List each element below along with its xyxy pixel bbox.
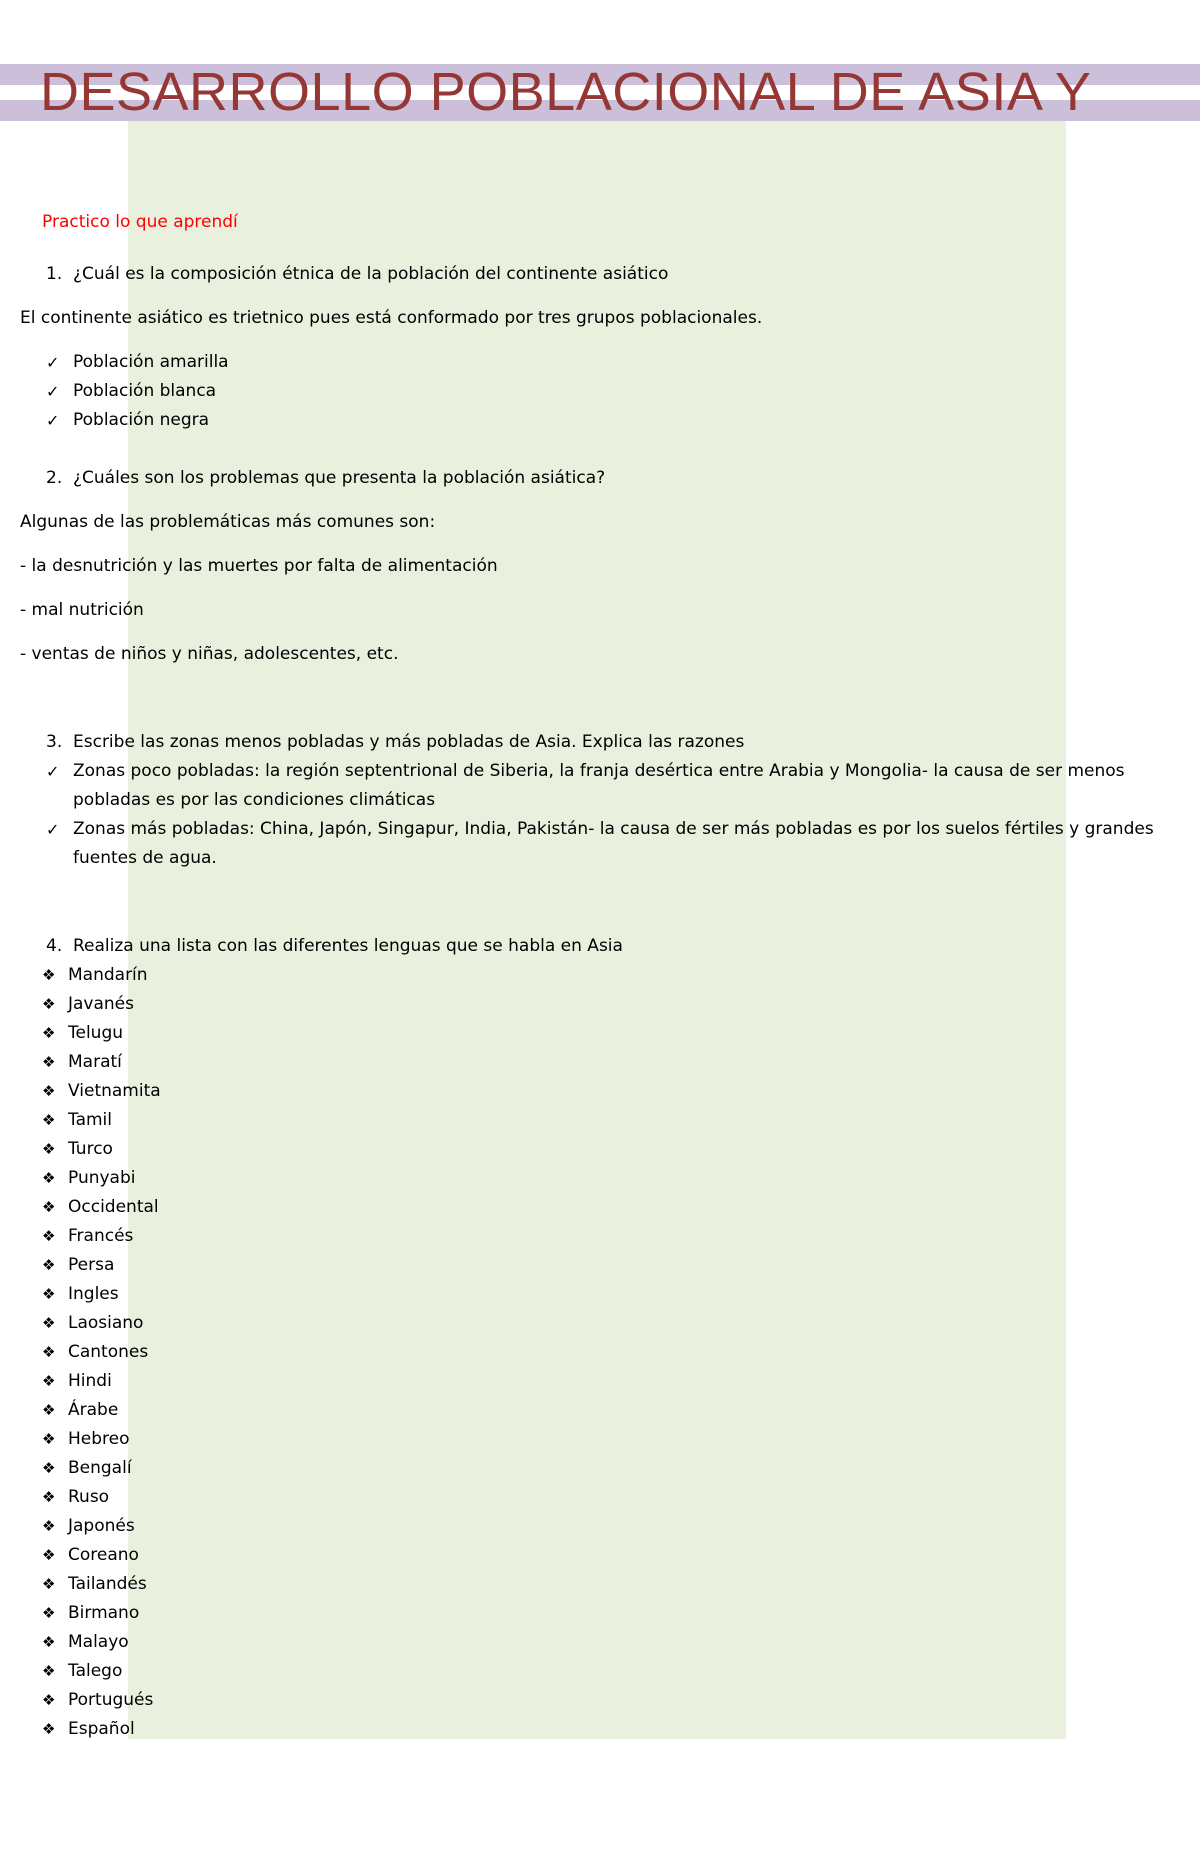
language-name: Maratí bbox=[68, 1052, 122, 1072]
language-name: Javanés bbox=[68, 994, 134, 1014]
diamond-bullet-icon: ❖ bbox=[42, 1372, 56, 1390]
checkmark-icon: ✓ bbox=[46, 762, 60, 781]
diamond-bullet-icon: ❖ bbox=[42, 1227, 56, 1245]
language-name: Laosiano bbox=[68, 1313, 144, 1333]
diamond-bullet-icon: ❖ bbox=[42, 1488, 56, 1506]
diamond-bullet-icon: ❖ bbox=[42, 1662, 56, 1680]
language-name: Mandarín bbox=[68, 965, 148, 985]
section-subtitle: Practico lo que aprendí bbox=[42, 212, 238, 232]
diamond-bullet-icon: ❖ bbox=[42, 1314, 56, 1332]
question-text: Realiza una lista con las diferentes lenguas que se habla en Asia bbox=[73, 936, 623, 956]
language-name: Tailandés bbox=[68, 1574, 147, 1594]
page-title: DESARROLLO POBLACIONAL DE ASIA Y bbox=[40, 62, 1092, 122]
list-item-text: Zonas poco pobladas: la región septentrional de Siberia, la franja desértica entre Arabia y Mongolia- la causa de ser menos bbox=[73, 761, 1125, 781]
diamond-bullet-icon: ❖ bbox=[42, 966, 56, 984]
question-text: ¿Cuáles son los problemas que presenta la población asiática? bbox=[73, 468, 606, 488]
diamond-bullet-icon: ❖ bbox=[42, 1198, 56, 1216]
language-name: Occidental bbox=[68, 1197, 159, 1217]
diamond-bullet-icon: ❖ bbox=[42, 1082, 56, 1100]
diamond-bullet-icon: ❖ bbox=[42, 1720, 56, 1738]
language-name: Birmano bbox=[68, 1603, 140, 1623]
problem-item: - mal nutrición bbox=[20, 600, 144, 620]
list-item-text: Población blanca bbox=[73, 381, 217, 401]
question-number: 3. bbox=[46, 732, 63, 752]
list-item-text: Población amarilla bbox=[73, 352, 229, 372]
diamond-bullet-icon: ❖ bbox=[42, 1430, 56, 1448]
diamond-bullet-icon: ❖ bbox=[42, 1256, 56, 1274]
language-name: Español bbox=[68, 1719, 135, 1739]
language-name: Japonés bbox=[68, 1516, 135, 1536]
list-item-text: fuentes de agua. bbox=[73, 848, 217, 868]
language-name: Ingles bbox=[68, 1284, 119, 1304]
diamond-bullet-icon: ❖ bbox=[42, 1401, 56, 1419]
language-name: Punyabi bbox=[68, 1168, 136, 1188]
answer-paragraph: Algunas de las problemáticas más comunes son: bbox=[20, 512, 436, 532]
diamond-bullet-icon: ❖ bbox=[42, 1575, 56, 1593]
checkmark-icon: ✓ bbox=[46, 353, 60, 372]
green-background-panel bbox=[128, 120, 1066, 1739]
language-name: Hindi bbox=[68, 1371, 112, 1391]
answer-paragraph: El continente asiático es trietnico pues está conformado por tres grupos poblacionales. bbox=[20, 308, 763, 328]
question-number: 2. bbox=[46, 468, 63, 488]
question-text: Escribe las zonas menos pobladas y más pobladas de Asia. Explica las razones bbox=[73, 732, 745, 752]
diamond-bullet-icon: ❖ bbox=[42, 1285, 56, 1303]
diamond-bullet-icon: ❖ bbox=[42, 1517, 56, 1535]
language-name: Talego bbox=[68, 1661, 123, 1681]
problem-item: - ventas de niños y niñas, adolescentes, etc. bbox=[20, 644, 399, 664]
diamond-bullet-icon: ❖ bbox=[42, 995, 56, 1013]
language-name: Vietnamita bbox=[68, 1081, 161, 1101]
language-name: Telugu bbox=[68, 1023, 124, 1043]
list-item-text: Zonas más pobladas: China, Japón, Singapur, India, Pakistán- la causa de ser más pobladas es por los suelos fértiles y grandes bbox=[73, 819, 1154, 839]
language-name: Hebreo bbox=[68, 1429, 130, 1449]
diamond-bullet-icon: ❖ bbox=[42, 1024, 56, 1042]
language-name: Persa bbox=[68, 1255, 115, 1275]
list-item-text: pobladas es por las condiciones climáticas bbox=[73, 790, 436, 810]
list-item-text: Población negra bbox=[73, 410, 210, 430]
problem-item: - la desnutrición y las muertes por falta de alimentación bbox=[20, 556, 498, 576]
diamond-bullet-icon: ❖ bbox=[42, 1604, 56, 1622]
diamond-bullet-icon: ❖ bbox=[42, 1633, 56, 1651]
diamond-bullet-icon: ❖ bbox=[42, 1546, 56, 1564]
language-name: Cantones bbox=[68, 1342, 149, 1362]
diamond-bullet-icon: ❖ bbox=[42, 1111, 56, 1129]
diamond-bullet-icon: ❖ bbox=[42, 1343, 56, 1361]
language-name: Tamil bbox=[68, 1110, 112, 1130]
diamond-bullet-icon: ❖ bbox=[42, 1691, 56, 1709]
checkmark-icon: ✓ bbox=[46, 411, 60, 430]
question-text: ¿Cuál es la composición étnica de la población del continente asiático bbox=[73, 264, 669, 284]
language-name: Portugués bbox=[68, 1690, 154, 1710]
diamond-bullet-icon: ❖ bbox=[42, 1459, 56, 1477]
language-name: Francés bbox=[68, 1226, 134, 1246]
language-name: Malayo bbox=[68, 1632, 129, 1652]
diamond-bullet-icon: ❖ bbox=[42, 1169, 56, 1187]
language-name: Bengalí bbox=[68, 1458, 132, 1478]
question-number: 1. bbox=[46, 264, 63, 284]
language-name: Turco bbox=[68, 1139, 113, 1159]
language-name: Ruso bbox=[68, 1487, 110, 1507]
language-name: Coreano bbox=[68, 1545, 139, 1565]
diamond-bullet-icon: ❖ bbox=[42, 1140, 56, 1158]
diamond-bullet-icon: ❖ bbox=[42, 1053, 56, 1071]
language-name: Árabe bbox=[68, 1400, 119, 1420]
checkmark-icon: ✓ bbox=[46, 382, 60, 401]
question-number: 4. bbox=[46, 936, 63, 956]
checkmark-icon: ✓ bbox=[46, 820, 60, 839]
